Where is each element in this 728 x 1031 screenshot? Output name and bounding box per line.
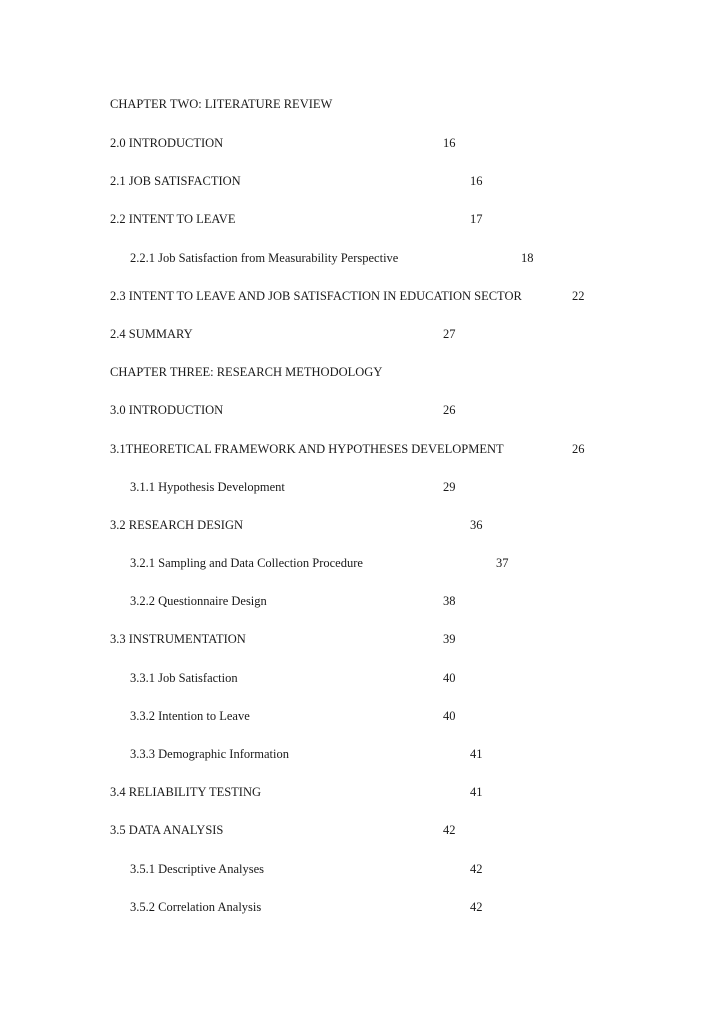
toc-entry	[0, 707, 728, 725]
toc-chapter-heading	[0, 95, 728, 113]
toc-entry	[0, 860, 728, 878]
toc-entry-title: 3.3 INSTRUMENTATION	[110, 632, 246, 646]
toc-page-number: 40	[443, 671, 456, 685]
toc-entry	[0, 440, 728, 458]
toc-entry-title: 3.2.1 Sampling and Data Collection Procedure	[130, 556, 363, 570]
toc-entry-title: CHAPTER THREE: RESEARCH METHODOLOGY	[110, 365, 383, 379]
toc-entry	[0, 401, 728, 419]
toc-page-number: 16	[443, 136, 456, 150]
toc-page-number: 39	[443, 632, 456, 646]
toc-entry-title: 3.2 RESEARCH DESIGN	[110, 518, 243, 532]
toc-page-number: 22	[572, 289, 585, 303]
toc-entry-title: 3.1.1 Hypothesis Development	[130, 480, 285, 494]
toc-entry-title: 2.2 INTENT TO LEAVE	[110, 212, 236, 226]
toc-entry	[0, 821, 728, 839]
toc-entry	[0, 669, 728, 687]
toc-entry-title: 2.4 SUMMARY	[110, 327, 193, 341]
toc-page-number: 41	[470, 747, 483, 761]
toc-entry	[0, 172, 728, 190]
toc-page-number: 36	[470, 518, 483, 532]
toc-entry-title: 3.5 DATA ANALYSIS	[110, 823, 224, 837]
toc-entry-title: CHAPTER TWO: LITERATURE REVIEW	[110, 97, 333, 111]
toc-entry-title: 2.1 JOB SATISFACTION	[110, 174, 241, 188]
toc-page-number: 18	[521, 251, 534, 265]
toc-page-number: 42	[470, 862, 483, 876]
toc-entry	[0, 554, 728, 572]
toc-page-number: 27	[443, 327, 456, 341]
toc-entry	[0, 134, 728, 152]
toc-entry-title: 3.2.2 Questionnaire Design	[130, 594, 267, 608]
toc-page-number: 29	[443, 480, 456, 494]
toc-page-number: 42	[470, 900, 483, 914]
toc-entry	[0, 478, 728, 496]
toc-entry-title: 2.2.1 Job Satisfaction from Measurability Perspective	[130, 251, 399, 265]
toc-entry-title: 3.4 RELIABILITY TESTING	[110, 785, 262, 799]
toc-entry-title: 3.1THEORETICAL FRAMEWORK AND HYPOTHESES DEVELOPMENT	[110, 442, 504, 456]
toc-entry-title: 3.3.1 Job Satisfaction	[130, 671, 238, 685]
toc-page-number: 38	[443, 594, 456, 608]
toc-entry	[0, 325, 728, 343]
toc-entry	[0, 210, 728, 228]
toc-entry-title: 3.0 INTRODUCTION	[110, 403, 224, 417]
toc-entry	[0, 516, 728, 534]
toc-page-number: 37	[496, 556, 509, 570]
toc-page-number: 16	[470, 174, 483, 188]
toc-entry-title: 2.0 INTRODUCTION	[110, 136, 224, 150]
toc-page-number: 40	[443, 709, 456, 723]
toc-entry	[0, 783, 728, 801]
toc-entry	[0, 630, 728, 648]
toc-entry-title: 3.3.2 Intention to Leave	[130, 709, 250, 723]
toc-entry	[0, 745, 728, 763]
toc-entry	[0, 898, 728, 916]
toc-entry	[0, 592, 728, 610]
toc-entry	[0, 249, 728, 267]
toc-entry-title: 3.5.2 Correlation Analysis	[130, 900, 262, 914]
toc-page-number: 17	[470, 212, 483, 226]
toc-page-number: 26	[443, 403, 456, 417]
toc-entry	[0, 287, 728, 305]
toc-entry-title: 3.5.1 Descriptive Analyses	[130, 862, 265, 876]
toc-entry-title: 2.3 INTENT TO LEAVE AND JOB SATISFACTION IN EDUCATION SECTOR	[110, 289, 522, 303]
toc-page-number: 26	[572, 442, 585, 456]
toc-page-number: 41	[470, 785, 483, 799]
toc-entry-title: 3.3.3 Demographic Information	[130, 747, 289, 761]
toc-page-number: 42	[443, 823, 456, 837]
toc-chapter-heading	[0, 363, 728, 381]
